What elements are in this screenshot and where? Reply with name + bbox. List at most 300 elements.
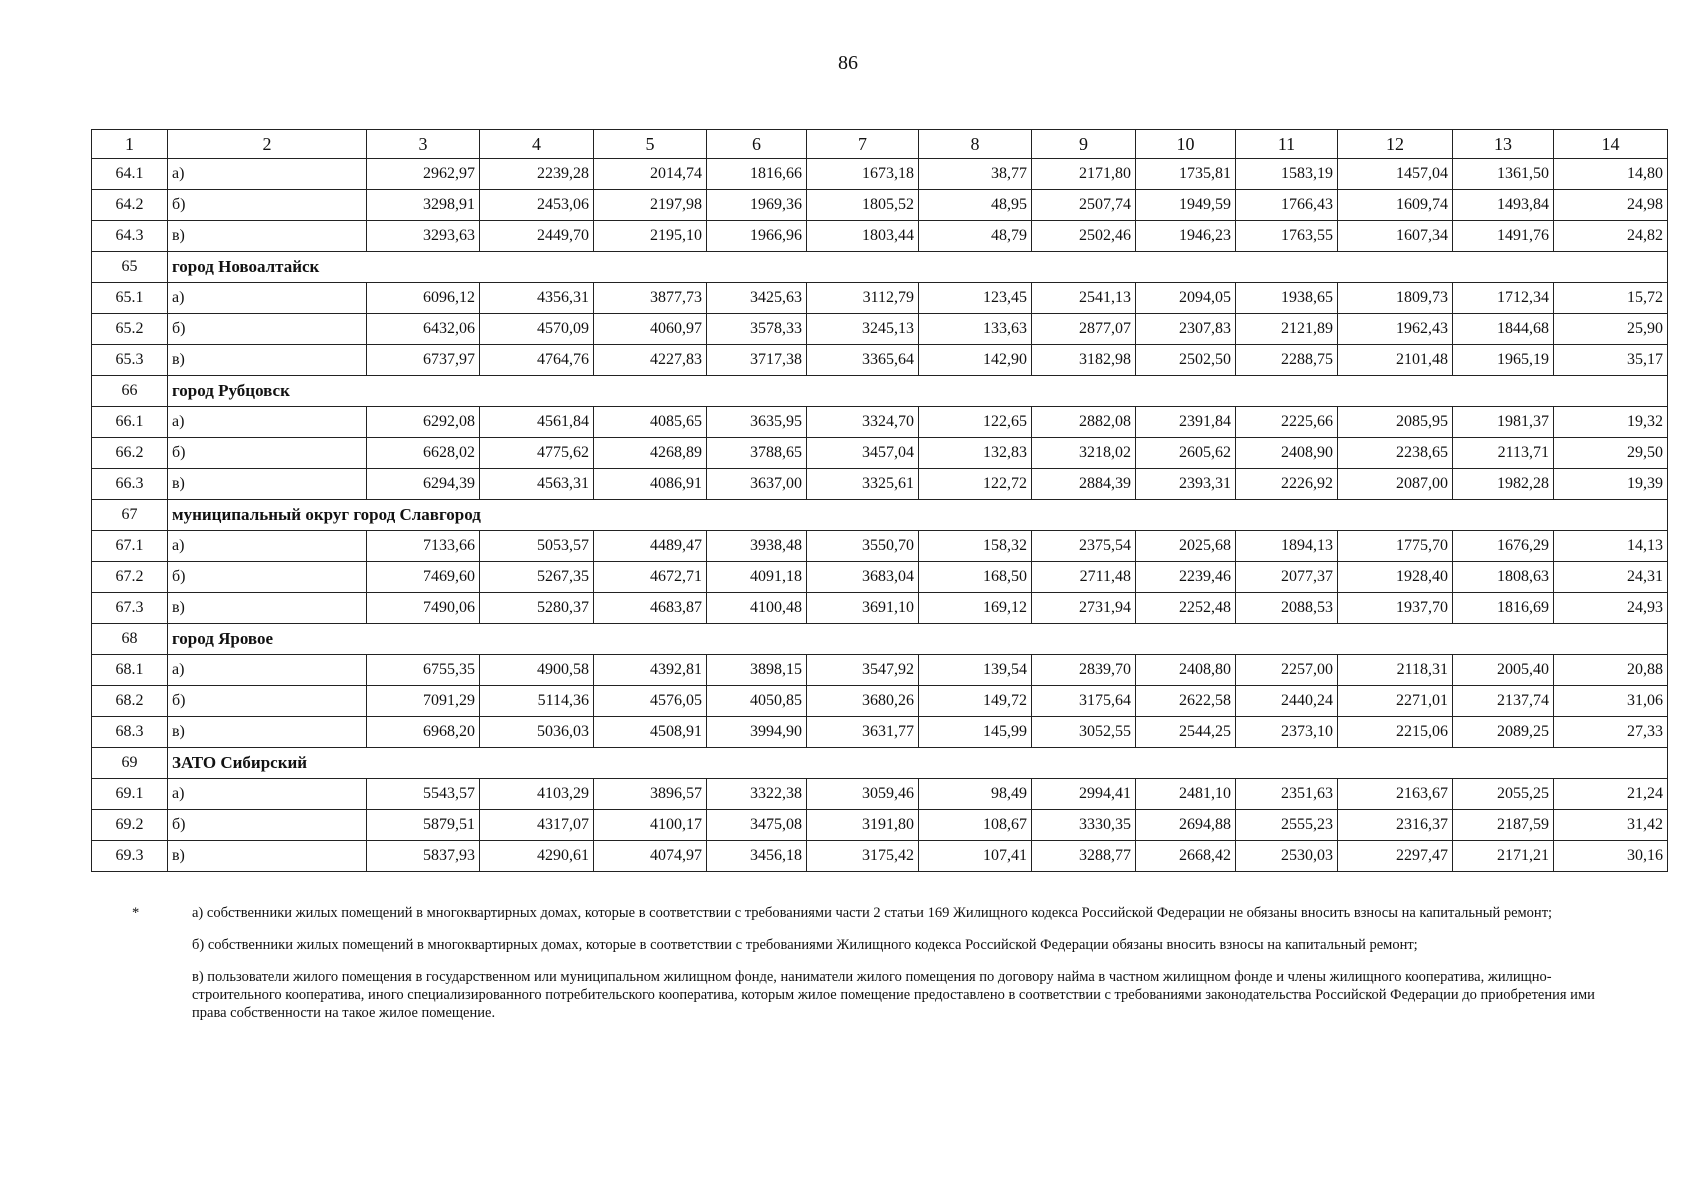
table-cell: 3298,91 [367,190,480,221]
row-category: б) [168,190,367,221]
table-cell: 3182,98 [1032,345,1136,376]
table-cell: 132,83 [919,438,1032,469]
table-cell: 14,13 [1554,531,1668,562]
table-cell: 3637,00 [707,469,807,500]
table-cell: 4227,83 [594,345,707,376]
table-cell: 2225,66 [1236,407,1338,438]
table-cell: 6292,08 [367,407,480,438]
table-cell: 48,79 [919,221,1032,252]
table-cell: 4103,29 [480,779,594,810]
table-cell: 4764,76 [480,345,594,376]
table-cell: 3330,35 [1032,810,1136,841]
table-cell: 6968,20 [367,717,480,748]
table-cell: 2197,98 [594,190,707,221]
table-cell: 35,17 [1554,345,1668,376]
table-cell: 4100,48 [707,593,807,624]
table-cell: 2481,10 [1136,779,1236,810]
table-cell: 2375,54 [1032,531,1136,562]
table-cell: 3218,02 [1032,438,1136,469]
table-cell: 3288,77 [1032,841,1136,872]
table-cell: 2994,41 [1032,779,1136,810]
table-cell: 122,72 [919,469,1032,500]
table-cell: 3325,61 [807,469,919,500]
section-name: муниципальный округ город Славгород [168,500,1668,531]
table-cell: 1607,34 [1338,221,1453,252]
row-number: 68.3 [92,717,168,748]
table-cell: 4508,91 [594,717,707,748]
table-cell: 1808,63 [1453,562,1554,593]
table-cell: 1982,28 [1453,469,1554,500]
table-cell: 3457,04 [807,438,919,469]
table-cell: 2171,21 [1453,841,1554,872]
section-name: город Яровое [168,624,1668,655]
table-cell: 2544,25 [1136,717,1236,748]
table-cell: 5053,57 [480,531,594,562]
footnote-a-text: а) собственники жилых помещений в многоквартирных домах, которые в соответствии с требованиями части 2 статьи 169 Жилищного кодекса Российской Федерации не обязаны вносить взносы на капитальный ремонт; [192,905,1553,921]
table-cell: 169,12 [919,593,1032,624]
table-cell: 3547,92 [807,655,919,686]
table-cell: 2171,80 [1032,159,1136,190]
table-row [92,717,1668,748]
table-cell: 3691,10 [807,593,919,624]
column-header: 2 [168,130,367,159]
table-cell: 4086,91 [594,469,707,500]
table-cell: 2014,74 [594,159,707,190]
row-number: 68.1 [92,655,168,686]
table-cell: 3059,46 [807,779,919,810]
table-cell: 24,31 [1554,562,1668,593]
row-number: 67.1 [92,531,168,562]
section-number: 66 [92,376,168,407]
footnote-b-text: б) собственники жилых помещений в многоквартирных домах, которые в соответствии с требованиями Жилищного кодекса Российской Федерации обязаны вносить взносы на капитальный ремонт; [192,937,1418,953]
row-number: 65.1 [92,283,168,314]
table-cell: 2541,13 [1032,283,1136,314]
table-cell: 2877,07 [1032,314,1136,345]
row-category: б) [168,810,367,841]
table-cell: 5280,37 [480,593,594,624]
table-cell: 2373,10 [1236,717,1338,748]
table-cell: 2005,40 [1453,655,1554,686]
table-cell: 1928,40 [1338,562,1453,593]
table-cell: 1673,18 [807,159,919,190]
row-number: 66.3 [92,469,168,500]
table-cell: 2391,84 [1136,407,1236,438]
table-cell: 142,90 [919,345,1032,376]
column-header: 10 [1136,130,1236,159]
table-cell: 3877,73 [594,283,707,314]
table-cell: 123,45 [919,283,1032,314]
row-number: 67.2 [92,562,168,593]
table-cell: 2449,70 [480,221,594,252]
table-cell: 6432,06 [367,314,480,345]
table-cell: 38,77 [919,159,1032,190]
table-cell: 2884,39 [1032,469,1136,500]
table-cell: 139,54 [919,655,1032,686]
table-cell: 2408,80 [1136,655,1236,686]
table-cell: 5837,93 [367,841,480,872]
table-cell: 2239,28 [480,159,594,190]
column-header: 9 [1032,130,1136,159]
row-category: а) [168,159,367,190]
column-header: 13 [1453,130,1554,159]
row-category: в) [168,593,367,624]
row-category: а) [168,407,367,438]
table-cell: 29,50 [1554,438,1668,469]
column-header: 12 [1338,130,1453,159]
table-cell: 2307,83 [1136,314,1236,345]
table-cell: 4060,97 [594,314,707,345]
table-cell: 4570,09 [480,314,594,345]
column-header: 14 [1554,130,1668,159]
row-category: а) [168,283,367,314]
table-cell: 2238,65 [1338,438,1453,469]
table-cell: 122,65 [919,407,1032,438]
column-header: 4 [480,130,594,159]
table-cell: 24,98 [1554,190,1668,221]
table-cell: 3680,26 [807,686,919,717]
row-number: 66.2 [92,438,168,469]
table-cell: 3322,38 [707,779,807,810]
table-cell: 5267,35 [480,562,594,593]
table-cell: 2137,74 [1453,686,1554,717]
column-header: 8 [919,130,1032,159]
table-cell: 2239,46 [1136,562,1236,593]
table-row [92,810,1668,841]
table-cell: 1763,55 [1236,221,1338,252]
table-cell: 30,16 [1554,841,1668,872]
table-cell: 2226,92 [1236,469,1338,500]
footnote-a [128,904,1608,922]
table-cell: 2163,67 [1338,779,1453,810]
table-cell: 2187,59 [1453,810,1554,841]
table-cell: 4290,61 [480,841,594,872]
table-cell: 4356,31 [480,283,594,314]
row-category: а) [168,779,367,810]
table-row [92,221,1668,252]
table-row [92,345,1668,376]
table-cell: 4091,18 [707,562,807,593]
table-cell: 2882,08 [1032,407,1136,438]
table-cell: 1816,66 [707,159,807,190]
table-cell: 24,93 [1554,593,1668,624]
table-cell: 133,63 [919,314,1032,345]
table-cell: 4050,85 [707,686,807,717]
table-row [92,655,1668,686]
row-category: в) [168,841,367,872]
table-cell: 48,95 [919,190,1032,221]
table-cell: 3425,63 [707,283,807,314]
tariff-table [91,129,1668,872]
footnote-c [128,968,1608,1022]
table-cell: 4563,31 [480,469,594,500]
row-number: 65.2 [92,314,168,345]
table-cell: 4683,87 [594,593,707,624]
table-cell: 7490,06 [367,593,480,624]
table-cell: 2118,31 [1338,655,1453,686]
table-cell: 2605,62 [1136,438,1236,469]
table-cell: 3938,48 [707,531,807,562]
row-category: в) [168,717,367,748]
section-name: город Новоалтайск [168,252,1668,283]
table-cell: 4561,84 [480,407,594,438]
table-cell: 5879,51 [367,810,480,841]
table-cell: 2316,37 [1338,810,1453,841]
row-number: 69.2 [92,810,168,841]
table-cell: 1962,43 [1338,314,1453,345]
section-row [92,624,1668,655]
table-cell: 6294,39 [367,469,480,500]
table-row [92,531,1668,562]
table-cell: 2555,23 [1236,810,1338,841]
table-cell: 1491,76 [1453,221,1554,252]
table-cell: 1493,84 [1453,190,1554,221]
table-cell: 108,67 [919,810,1032,841]
section-name: ЗАТО Сибирский [168,748,1668,779]
row-category: б) [168,562,367,593]
table-cell: 3631,77 [807,717,919,748]
table-cell: 1609,74 [1338,190,1453,221]
table-cell: 2839,70 [1032,655,1136,686]
page-number: 86 [838,52,858,74]
table-row [92,314,1668,345]
table-cell: 149,72 [919,686,1032,717]
table-cell: 3635,95 [707,407,807,438]
table-cell: 5543,57 [367,779,480,810]
table-cell: 2731,94 [1032,593,1136,624]
table-cell: 3683,04 [807,562,919,593]
table-cell: 7133,66 [367,531,480,562]
column-header: 7 [807,130,919,159]
table-cell: 1457,04 [1338,159,1453,190]
table-cell: 2252,48 [1136,593,1236,624]
table-cell: 2101,48 [1338,345,1453,376]
table-cell: 3788,65 [707,438,807,469]
table-cell: 2087,00 [1338,469,1453,500]
table-row [92,686,1668,717]
table-cell: 1775,70 [1338,531,1453,562]
table-cell: 5036,03 [480,717,594,748]
section-row [92,500,1668,531]
table-cell: 1803,44 [807,221,919,252]
table-cell: 2711,48 [1032,562,1136,593]
table-cell: 2622,58 [1136,686,1236,717]
row-category: в) [168,221,367,252]
table-cell: 3112,79 [807,283,919,314]
table-cell: 1844,68 [1453,314,1554,345]
table-cell: 168,50 [919,562,1032,593]
table-cell: 1966,96 [707,221,807,252]
row-number: 66.1 [92,407,168,438]
table-cell: 2530,03 [1236,841,1338,872]
table-cell: 4900,58 [480,655,594,686]
table-cell: 2089,25 [1453,717,1554,748]
table-cell: 2393,31 [1136,469,1236,500]
section-row [92,748,1668,779]
table-cell: 2962,97 [367,159,480,190]
footnote-b [128,936,1608,954]
table-cell: 3717,38 [707,345,807,376]
row-category: б) [168,438,367,469]
table-cell: 1949,59 [1136,190,1236,221]
table-cell: 4317,07 [480,810,594,841]
table-cell: 2408,90 [1236,438,1338,469]
section-row [92,376,1668,407]
table-row [92,562,1668,593]
table-cell: 3896,57 [594,779,707,810]
row-number: 69.3 [92,841,168,872]
table-cell: 3052,55 [1032,717,1136,748]
table-cell: 3191,80 [807,810,919,841]
table-cell: 3245,13 [807,314,919,345]
table-cell: 2121,89 [1236,314,1338,345]
table-cell: 2440,24 [1236,686,1338,717]
table-cell: 2694,88 [1136,810,1236,841]
table-row [92,159,1668,190]
table-cell: 1969,36 [707,190,807,221]
row-number: 64.3 [92,221,168,252]
table-row [92,190,1668,221]
row-category: в) [168,345,367,376]
column-header: 1 [92,130,168,159]
table-cell: 25,90 [1554,314,1668,345]
table-cell: 1766,43 [1236,190,1338,221]
table-cell: 4576,05 [594,686,707,717]
row-number: 69.1 [92,779,168,810]
table-cell: 21,24 [1554,779,1668,810]
table-cell: 3994,90 [707,717,807,748]
row-category: а) [168,531,367,562]
table-cell: 1583,19 [1236,159,1338,190]
table-cell: 14,80 [1554,159,1668,190]
table-cell: 20,88 [1554,655,1668,686]
table-cell: 3475,08 [707,810,807,841]
table-row [92,593,1668,624]
row-number: 68.2 [92,686,168,717]
footnote-marker: * [132,905,140,921]
table-cell: 2453,06 [480,190,594,221]
table-cell: 4392,81 [594,655,707,686]
table-cell: 1361,50 [1453,159,1554,190]
column-header: 11 [1236,130,1338,159]
table-cell: 145,99 [919,717,1032,748]
table-cell: 2507,74 [1032,190,1136,221]
table-cell: 98,49 [919,779,1032,810]
row-number: 67.3 [92,593,168,624]
table-cell: 2668,42 [1136,841,1236,872]
table-cell: 2055,25 [1453,779,1554,810]
row-number: 65.3 [92,345,168,376]
table-row [92,469,1668,500]
table-cell: 1735,81 [1136,159,1236,190]
section-number: 65 [92,252,168,283]
table-cell: 1676,29 [1453,531,1554,562]
table-cell: 1965,19 [1453,345,1554,376]
table-cell: 27,33 [1554,717,1668,748]
table-cell: 1938,65 [1236,283,1338,314]
table-cell: 2085,95 [1338,407,1453,438]
table-cell: 6755,35 [367,655,480,686]
table-cell: 107,41 [919,841,1032,872]
table-cell: 4085,65 [594,407,707,438]
table-cell: 2077,37 [1236,562,1338,593]
table-cell: 1805,52 [807,190,919,221]
table-cell: 3324,70 [807,407,919,438]
table-cell: 2088,53 [1236,593,1338,624]
table-cell: 3898,15 [707,655,807,686]
table-cell: 3365,64 [807,345,919,376]
table-cell: 15,72 [1554,283,1668,314]
footnote-c-text: в) пользователи жилого помещения в государственном или муниципальном жилищном фонде, наниматели жилого помещения по договору найма в частном жилищном фонде и члены жилищного кооператива, жилищно-строительного кооператива, иного специализированного потребительского кооператива, которым жилое помещение предоставлено в соответствии с требованиями законодательства Российской Федерации до приобретения ими права собственности на такое жилое помещение. [192,969,1595,1021]
table-cell: 5114,36 [480,686,594,717]
table-cell: 2195,10 [594,221,707,252]
table-cell: 1816,69 [1453,593,1554,624]
table-cell: 7091,29 [367,686,480,717]
table-cell: 3550,70 [807,531,919,562]
table-row [92,438,1668,469]
table-cell: 6737,97 [367,345,480,376]
row-number: 64.2 [92,190,168,221]
section-name: город Рубцовск [168,376,1668,407]
table-cell: 3293,63 [367,221,480,252]
table-cell: 31,06 [1554,686,1668,717]
section-number: 67 [92,500,168,531]
table-cell: 1894,13 [1236,531,1338,562]
table-cell: 2271,01 [1338,686,1453,717]
table-cell: 4489,47 [594,531,707,562]
column-header: 5 [594,130,707,159]
table-cell: 3456,18 [707,841,807,872]
table-cell: 158,32 [919,531,1032,562]
table-cell: 1712,34 [1453,283,1554,314]
table-cell: 1946,23 [1136,221,1236,252]
table-cell: 2025,68 [1136,531,1236,562]
table-cell: 4775,62 [480,438,594,469]
table-cell: 19,39 [1554,469,1668,500]
table-cell: 1809,73 [1338,283,1453,314]
column-header: 6 [707,130,807,159]
row-category: а) [168,655,367,686]
table-cell: 2502,46 [1032,221,1136,252]
table-cell: 3578,33 [707,314,807,345]
footnotes [128,904,1608,1036]
table-cell: 2094,05 [1136,283,1236,314]
row-category: б) [168,686,367,717]
table-cell: 4074,97 [594,841,707,872]
section-number: 69 [92,748,168,779]
table-cell: 2288,75 [1236,345,1338,376]
table-cell: 2351,63 [1236,779,1338,810]
table-cell: 2297,47 [1338,841,1453,872]
table-cell: 2113,71 [1453,438,1554,469]
row-number: 64.1 [92,159,168,190]
table-cell: 3175,64 [1032,686,1136,717]
table-cell: 6628,02 [367,438,480,469]
row-category: б) [168,314,367,345]
table-row [92,283,1668,314]
table-row [92,779,1668,810]
table-cell: 2215,06 [1338,717,1453,748]
row-category: в) [168,469,367,500]
table-cell: 1981,37 [1453,407,1554,438]
header-row [92,130,1668,159]
column-header: 3 [367,130,480,159]
table-cell: 2502,50 [1136,345,1236,376]
table-cell: 1937,70 [1338,593,1453,624]
table-cell: 7469,60 [367,562,480,593]
table-cell: 19,32 [1554,407,1668,438]
section-number: 68 [92,624,168,655]
table-cell: 6096,12 [367,283,480,314]
